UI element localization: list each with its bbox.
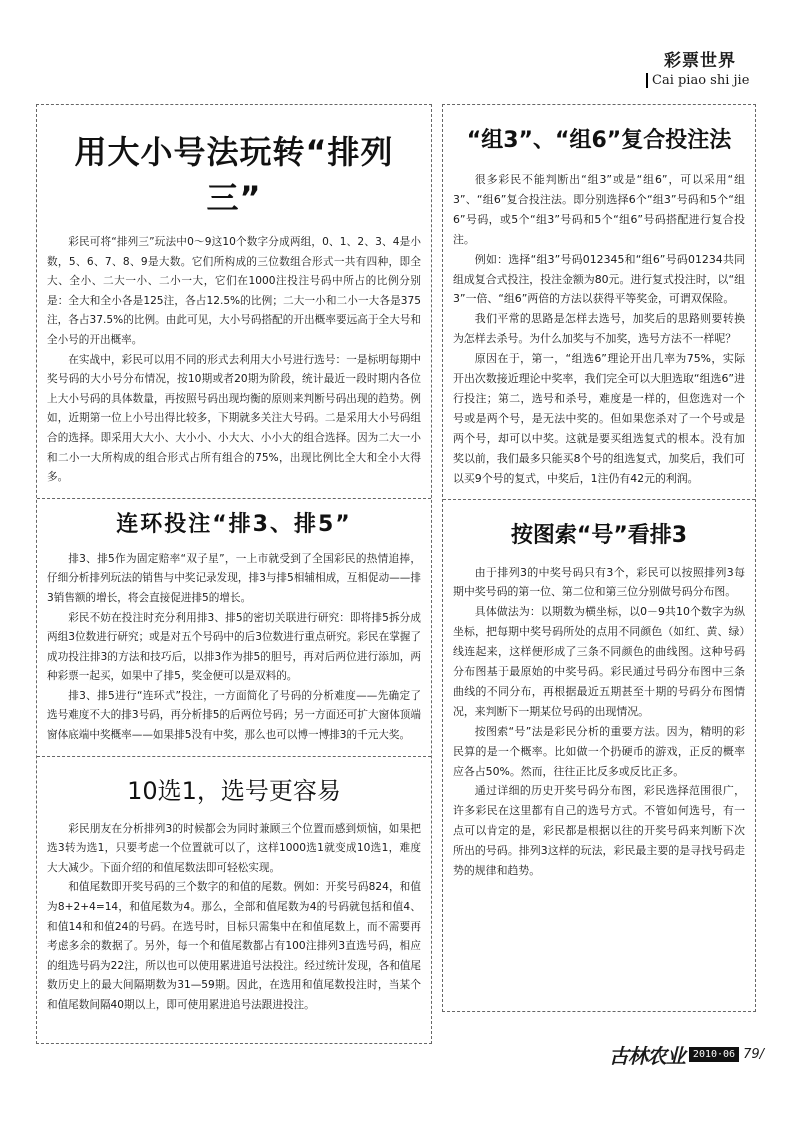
article-title: 用大小号法玩转“排列三” (74, 133, 394, 217)
paragraph: 很多彩民不能判断出“组3”或是“组6”，可以采用“组3”、“组6”复合投注法。即分别选择6个“组3”号码和5个“组6”号码，或5个“组3”号码和5个“组6”号码搭配进行复合投注。 (453, 173, 745, 246)
paragraph: 彩民不妨在投注时充分利用排3、排5的密切关联进行研究：即将排5拆分成两组3位数进行研究；或是对五个号码中的后3位数进行重点研究。彩民在掌握了成功投注排3的方法和技巧后，以排3作为排5的胆号，再对后两位进行添加，两种彩票一起买，如果中了排5，奖金便可以是双料的。 (47, 611, 421, 683)
article-title: 按图索“号”看排3 (510, 522, 688, 548)
paragraph: 通过详细的历史开奖号码分布图，彩民选择范围很广，许多彩民在这里都有自己的选号方式。不管如何选号，有一点可以肯定的是，彩民都是根据以往的开奖号码来判断下次所出的号码。排列3这样的玩法，彩民最主要的是寻找号码走势的规律和趋势。 (453, 784, 745, 878)
paragraph: 具体做法为：以期数为横坐标，以0－9共10个数字为纵坐标，把每期中奖号码所处的点用不同颜色（如红、黄、绿）线连起来，这样便形成了三条不同颜色的曲线图。这种号码分布图基于最原始的中奖号码。彩民通过号码分布图中三条曲线的不同分布，再根据最近五期甚至十期的号码分布图情况，来判断下一期某位号码的出现情况。 (453, 605, 745, 718)
article-chart-method (453, 500, 745, 882)
paragraph: 彩民朋友在分析排列3的时候都会为同时兼顾三个位置而感到烦恼，如果把选3转为选1，只要考虑一个位置就可以了，这样1000选1就变成10选1，难度大大减少。下面介绍的和值尾数法即可轻松实现。 (47, 822, 421, 874)
paragraph: 彩民可将“排列三”玩法中0～9这10个数字分成两组，0、1、2、3、4是小数，5、6、7、8、9是大数。它们所构成的三位数组合形式一共有四种，即全大、全小、二大一小、二小一大，它们在1000注投注号码中所占的比例分别是：全大和全小各是125注，各占12.5%的比例；二大一小和二小一大各是375注，各占37.5%的比例。由此可见，大小号码搭配的开出概率要远高于全大号和全小号的开出概率。 (47, 236, 421, 346)
page-header (646, 46, 764, 88)
paragraph: 排3、排5作为固定赔率“双子星”，一上市就受到了全国彩民的热情追捧，仔细分析排列玩法的销售与中奖记录发现，排3与排5相辅相成，互相促动——排3销售额的增长，将会直接促进排5的增长。 (47, 552, 421, 604)
right-column (442, 104, 756, 1012)
paragraph: 例如：选择“组3”号码012345和“组6”号码01234共同组成复合式投注，投注金额为80元。进行复式投注时，以“组3”一倍、“组6”两倍的方法以获得平等奖金，可谓双保险。 (453, 252, 745, 306)
paragraph: 排3、排5进行“连环式”投注，一方面简化了号码的分析难度——先确定了选号难度不大的排3号码，再分析排5的后两位号码；另一方面还可扩大窗体顶端窗体底端中奖概率——如果排5没有中奖，那么也可以博一博排3的千元大奖。 (47, 689, 421, 742)
article-ten-choose-one (47, 757, 421, 1016)
header-pinyin: Cai piao shi jie (646, 73, 764, 88)
paragraph: 原因在于，第一，“组选6”理论开出几率为75%，实际开出次数接近理论中奖率，我们完全可以大胆选取“组选6”进行投注；第二，选号和杀号，难度是一样的，但您选对一个号或是两个号，是无法中奖的。但如果您杀对了一个号或是两个号，却可以中奖。这就是要买组选复式的根本。没有加奖以前，我们最多只能买8个号的组选复式，加奖后，我们可以买9个号的复式，中奖后，1注仍有42元的利润。 (453, 352, 745, 485)
article-compound-betting (453, 105, 745, 499)
issue-badge: 2010·06 (689, 1047, 739, 1062)
paragraph: 和值尾数即开奖号码的三个数字的和值的尾数。例如：开奖号码824，和值为8+2+4=14，和值尾数为4。那么，全部和值尾数为4的号码就包括和值4、和值14和和值24的号码。在选号时，目标只需集中在和值尾数上，而不需要再考虑多余的数据了。另外，每一个和值尾数都占有100注排列3直选号码，相应的组选号码为22注，所以也可以使用累进追号法投注。经过统计发现，各和值尾数历史上的最大间隔期数为31—59期。因此，在选用和值尾数投注时，当某个和值尾数间隔40期以上，即可使用累进追号法跟进投注。 (47, 881, 421, 1011)
paragraph: 按图索“号”法是彩民分析的重要方法。因为，精明的彩民算的是一个概率。比如做一个扔硬币的游戏，正反的概率应各占50%。然而，往往正比反多或反比正多。 (453, 724, 745, 778)
article-title: 连环投注“排3、排5” (116, 511, 352, 537)
page-footer (609, 1040, 764, 1069)
header-title: 彩票世界 (664, 51, 736, 71)
paragraph: 在实战中，彩民可以用不同的形式去利用大小号进行选号：一是标明每期中奖号码的大小号分布情况，按10期或者20期为阶段，统计最近一段时期内各位上大小号码的具体数量，再按照号码出现均衡的原则来判断号码出现的趋势。例如，近期第一位上小号出得比较多，下期就多关注大号码。二是采用大小号码组合的选择。即采用大大小、大小小、小大大、小小大的组合选择。因为二大一小和二小一大所构成的组合形式占所有组合的75%，出现比例比全大和全小大得多。 (47, 353, 421, 484)
article-linked-betting (47, 499, 421, 756)
article-title: “组3”、“组6”复合投注法 (466, 128, 732, 153)
left-column (36, 104, 432, 1044)
article-title: 10选1，选号更容易 (127, 776, 341, 805)
paragraph: 由于排列3的中奖号码只有3个，彩民可以按照排列3每期中奖号码的第一位、第二位和第三位分别做号码分布图。 (453, 565, 745, 599)
page-number: 79/ (743, 1047, 764, 1062)
paragraph: 我们平常的思路是怎样去选号，加奖后的思路则要转换为怎样去杀号。为什么加奖与不加奖，选号方法不一样呢？ (453, 312, 745, 346)
article-big-small (47, 105, 421, 498)
magazine-logo: 古林农业 (608, 1044, 685, 1068)
